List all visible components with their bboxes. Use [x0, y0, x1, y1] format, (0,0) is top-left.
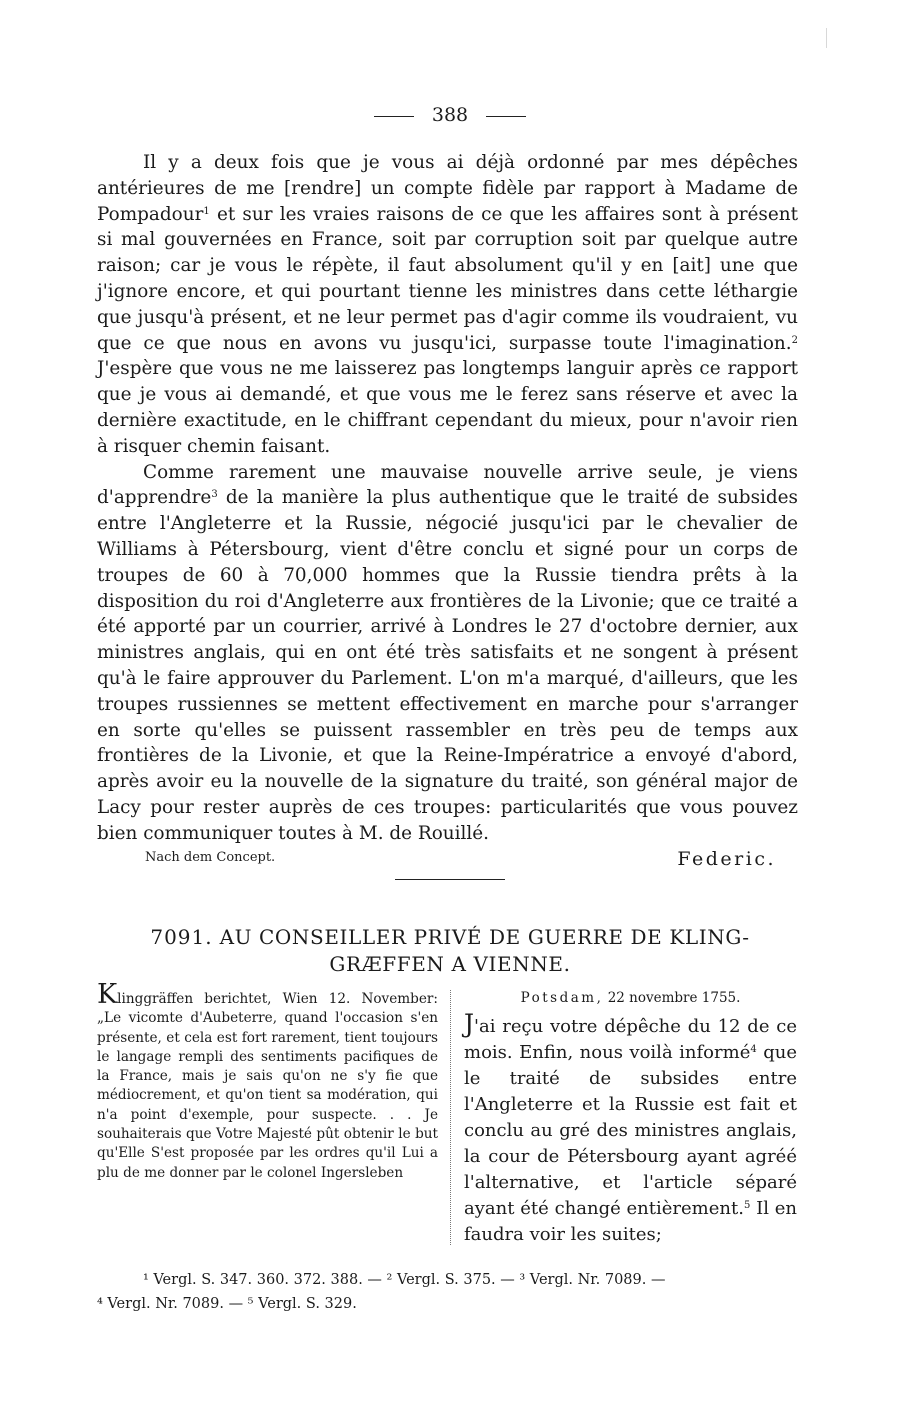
- footnotes: [97, 1268, 798, 1316]
- body-paragraph-2: [97, 460, 798, 847]
- letter-body: [97, 150, 798, 847]
- section-divider-rule: [395, 879, 505, 880]
- document-title-line-2: GRÆFFEN A VIENNE.: [329, 952, 571, 976]
- report-summary-column: [97, 979, 438, 1183]
- footnotes-line-2: ⁴ Vergl. Nr. 7089. — ⁵ Vergl. S. 329.: [97, 1296, 357, 1312]
- reply-text-a: 'ai reçu votre dépêche du 12 de ce mois. Enfin, nous voilà informé: [464, 1016, 797, 1063]
- footnote-ref-3: 3: [211, 489, 218, 501]
- document-number: 7091.: [150, 925, 213, 949]
- document-heading: [120, 924, 780, 978]
- footnote-ref-2: 2: [791, 334, 798, 346]
- document-title-line-1: AU CONSEILLER PRIVÉ DE GUERRE DE KLING-: [219, 925, 750, 949]
- page-number-dash-left: [374, 116, 414, 117]
- reply-text: [464, 1011, 797, 1248]
- source-note: Nach dem Concept.: [145, 850, 276, 865]
- signature: Federic.: [677, 848, 776, 870]
- body-paragraph-1-text-c: J'espère que vous ne me laisserez pas longtemps languir après ce rapport que je vous ai demandé, et que vous me le ferez sans réserve et avec la dernière exactitude, en le chiffrant cependant du mieux, pour n'avoir rien à risquer chemin faisant.: [97, 358, 798, 457]
- body-paragraph-1: [97, 150, 798, 460]
- body-paragraph-2-text-a: Comme rarement une mauvaise nouvelle arrive seule, je viens d'apprendre: [97, 461, 798, 509]
- footnotes-line-1: ¹ Vergl. S. 347. 360. 372. 388. — ² Vergl. S. 375. — ³ Vergl. Nr. 7089. —: [143, 1272, 666, 1288]
- report-summary-text: linggräffen berichtet, Wien 12. November: „Le vicomte d'Aubeterre, quand l'occasion s'en présente, et cela est fort rarement, tient toujours le langage rempli des sentiments pacifiques de la France, mais je sais qu'on ne s'y fie que médiocrement, et qu'on tient sa modération, qui n'a point d'exemple, pour suspecte. . . Je souhaiterais que Votre Majesté pût obtenir le but qu'Elle S'est proposée par les ordres qu'il Lui a plu de me donner par le colonel Ingersleben: [97, 991, 438, 1181]
- reply-dropcap: J: [464, 1009, 475, 1038]
- page-number: [0, 104, 900, 126]
- dateline-place: Potsdam,: [520, 990, 604, 1006]
- footnote-ref-5: 5: [743, 1200, 751, 1211]
- footnote-ref-1: 1: [203, 205, 210, 217]
- reply-text-b: que le traité de subsides entre l'Angleterre et la Russie est fait et conclu au gré des ministres anglais, la cour de Pétersbourg ayant agréé l'alternative, et l'article séparé ayant été changé entièrement.: [464, 1042, 797, 1219]
- footnote-ref-4: 4: [750, 1044, 757, 1055]
- report-dropcap: K: [97, 979, 118, 1010]
- dateline-date: 22 novembre 1755.: [607, 990, 741, 1006]
- body-paragraph-2-text-b: de la manière la plus authentique que le traité de subsides entre l'Angleterre et la Russie, négocié jusqu'ici par le chevalier de Williams à Pétersbourg, vient d'être conclu et signé pour un corps de troupes de 60 à 70,000 hommes que la Russie tiendra prêts à la disposition du roi d'Angleterre aux frontières de la Livonie; que ce traité a été apporté par un courrier, arrivé à Londres le 27 d'octobre dernier, aux ministres anglais, qui en ont été très satisfaits et ne songent à présent qu'à le faire approuver du Parlement. L'on m'a marqué, d'ailleurs, que les troupes russiennes se mettent effectivement en marche pour s'arranger en sorte qu'elles se puissent rassembler en très peu de temps aux frontières de la Livonie, et que la Reine-Impératrice a envoyé d'abord, après avoir eu la nouvelle de la signature du traité, son général major de Lacy pour rester auprès de ces troupes: particularités que vous pouvez bien communiquer toutes à M. de Rouillé.: [97, 487, 798, 844]
- document-heading-line-1: [120, 924, 780, 951]
- scan-edge-mark: [826, 28, 827, 48]
- body-paragraph-1-text-b: et sur les vraies raisons de ce que les affaires sont à présent si mal gouvernées en France, soit par corruption soit par quelque autre raison; car je vous le répète, il faut absolument qu'il y en [ait] une que j'ignore encore, et qui pourtant tienne les ministres dans cette léthargie que jusqu'à présent, et ne leur permet pas d'agir comme ils voudraient, vu que ce que nous en avons vu jusqu'ici, surpasse toute l'imagination.: [97, 203, 798, 354]
- body-paragraph-1-text-a: Il y a deux fois que je vous ai déjà ordonné par mes dépêches antérieures de me [rendre] un compte fidèle par rapport à Madame de Pompadour: [97, 152, 798, 225]
- column-divider: [450, 990, 451, 1245]
- page-number-value: 388: [431, 104, 469, 126]
- reply-text-c: Il en faudra voir les suites;: [464, 1198, 797, 1245]
- reply-column: [464, 987, 797, 1248]
- page-number-dash-right: [486, 116, 526, 117]
- dateline: [464, 987, 797, 1009]
